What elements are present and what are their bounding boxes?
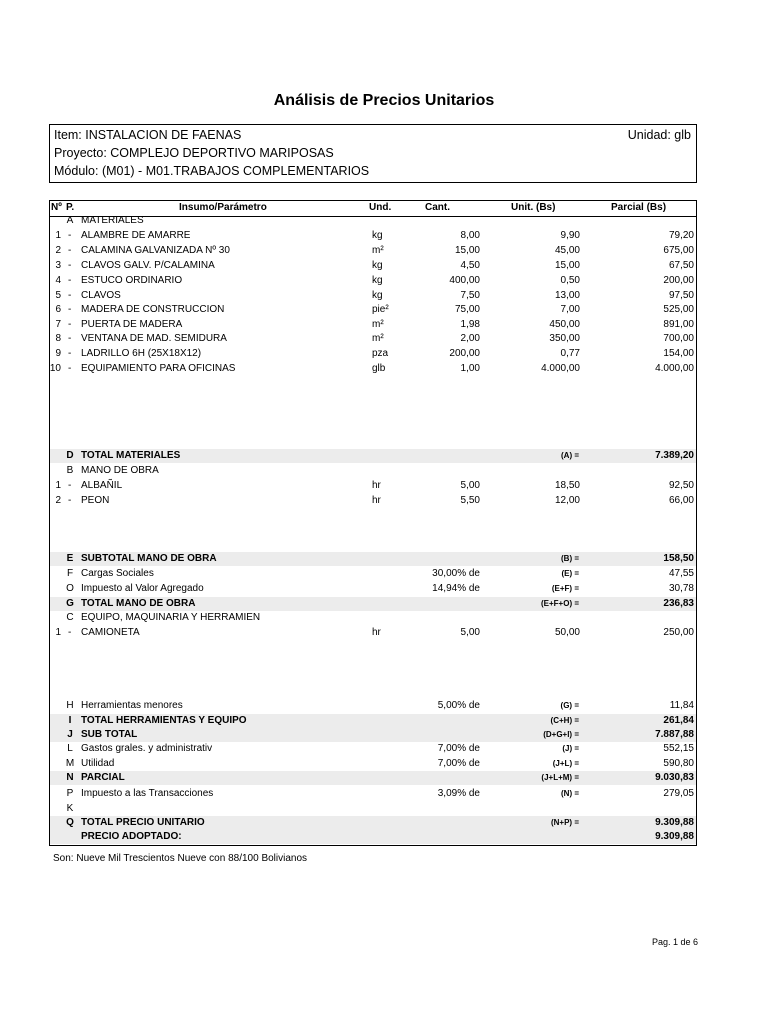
row-description: VENTANA DE MAD. SEMIDURA [81,333,227,344]
row-unit-price: (N+P) = [550,818,579,827]
row-dash: - [68,304,72,315]
row-partial: 66,00 [668,495,694,506]
row-code: N [66,772,74,783]
table-bottom-border [49,845,697,846]
col-cant: Cant. [425,202,450,213]
row-unit-price: 15,00 [554,260,580,271]
table-row [49,699,697,713]
row-dash: - [68,260,72,271]
table-row [49,830,697,844]
row-code: H [66,700,74,711]
row-dash: - [68,275,72,286]
row-unit-price: 50,00 [554,627,580,638]
row-code: J [67,729,73,740]
row-unit-measure: hr [372,480,381,491]
table-row [49,289,697,303]
row-code: G [66,598,74,609]
row-dash: - [68,319,72,330]
row-unit-price: 18,50 [554,480,580,491]
table-row [49,582,697,596]
col-parcial: Parcial (Bs) [611,202,667,213]
row-description: LADRILLO 6H (25X18X12) [81,348,202,359]
page-number: Pag. 1 de 6 [651,937,698,947]
row-unit-measure: hr [372,495,381,506]
row-quantity: 1,00 [460,363,480,374]
row-description: Impuesto al Valor Agregado [81,583,204,594]
table-row [49,464,697,478]
row-quantity: 7,00% de [437,743,480,754]
table-right-border [696,200,697,845]
row-description: EQUIPAMIENTO PARA OFICINAS [81,363,236,374]
table-row [49,626,697,640]
row-partial: 9.309,88 [655,831,694,842]
table-row [49,479,697,493]
row-unit-price: (G) = [560,701,579,710]
col-num: Nº [51,202,62,213]
row-dash: - [68,480,72,491]
row-number: 3 [55,260,61,271]
row-description: CAMIONETA [81,627,140,638]
row-quantity: 5,00% de [437,700,480,711]
row-unit-measure: kg [372,230,383,241]
proyecto-label: Proyecto: COMPLEJO DEPORTIVO MARIPOSAS [54,146,334,160]
col-insumo: Insumo/Parámetro [179,202,267,213]
row-quantity: 15,00 [454,245,480,256]
table-row [49,728,697,742]
row-dash: - [68,290,72,301]
row-number: 1 [55,480,61,491]
row-partial: 891,00 [663,319,694,330]
row-description: TOTAL PRECIO UNITARIO [81,817,205,828]
row-unit-measure: kg [372,275,383,286]
row-description: ALAMBRE DE AMARRE [81,230,191,241]
row-unit-price: (N) = [561,789,579,798]
row-dash: - [68,230,72,241]
row-number: 2 [55,495,61,506]
row-unit-price: (J+L) = [552,759,579,768]
row-unit-measure: kg [372,260,383,271]
row-quantity: 5,00 [460,480,480,491]
row-partial: 236,83 [663,598,694,609]
row-dash: - [68,363,72,374]
row-description: PARCIAL [81,772,125,783]
row-description: CLAVOS [81,290,121,301]
row-dash: - [68,245,72,256]
row-quantity: 30,00% de [432,568,480,579]
row-code: Q [66,817,74,828]
row-code: O [66,583,74,594]
row-quantity: 400,00 [449,275,480,286]
col-unit: Unit. (Bs) [511,202,556,213]
table-row [49,757,697,771]
row-number: 4 [55,275,61,286]
table-row [49,229,697,243]
row-code: L [67,743,73,754]
table-row [49,611,697,625]
table-left-border [49,200,50,845]
row-partial: 261,84 [663,715,694,726]
row-code: M [65,758,75,769]
table-row [49,567,697,581]
table-row [49,597,697,611]
table-row [49,816,697,830]
row-description: TOTAL MANO DE OBRA [81,598,196,609]
row-code: C [66,612,74,623]
row-unit-price: 13,00 [554,290,580,301]
row-quantity: 5,00 [460,627,480,638]
row-description: Gastos grales. y administrativ [81,743,213,754]
row-code: P [66,788,74,799]
table-row [49,274,697,288]
row-unit-measure: pie² [372,304,389,315]
row-quantity: 75,00 [454,304,480,315]
table-row [49,332,697,346]
row-unit-price: 45,00 [554,245,580,256]
table-row [49,787,697,801]
row-description: SUBTOTAL MANO DE OBRA [81,553,217,564]
row-number: 6 [55,304,61,315]
row-description: ALBAÑIL [81,480,123,491]
row-unit-price: 7,00 [560,304,580,315]
row-unit-price: (B) = [561,554,579,563]
table-row [49,347,697,361]
row-quantity: 4,50 [460,260,480,271]
row-unit-price: (E) = [561,569,579,578]
row-description: Cargas Sociales [81,568,154,579]
row-partial: 47,55 [668,568,694,579]
col-p: P. [66,202,75,213]
row-unit-price: (C+H) = [550,716,579,725]
row-code: K [66,803,74,814]
row-unit-price: (D+G+I) = [543,730,579,739]
row-quantity: 7,50 [460,290,480,301]
row-partial: 700,00 [663,333,694,344]
row-quantity: 7,00% de [437,758,480,769]
row-partial: 250,00 [663,627,694,638]
row-partial: 11,84 [669,700,694,711]
table-row [49,303,697,317]
table-row [49,802,697,816]
row-number: 8 [55,333,61,344]
table-row [49,259,697,273]
row-description: Utilidad [81,758,115,769]
row-partial: 30,78 [668,583,694,594]
row-unit-price: 12,00 [554,495,580,506]
row-code: I [68,715,72,726]
row-partial: 200,00 [663,275,694,286]
page-title: Análisis de Precios Unitarios [273,92,495,109]
row-partial: 9.030,83 [655,772,694,783]
row-description: PUERTA DE MADERA [81,319,183,330]
row-partial: 154,00 [663,348,694,359]
row-partial: 9.309,88 [655,817,694,828]
row-dash: - [68,627,72,638]
row-quantity: 14,94% de [432,583,480,594]
row-description: MANO DE OBRA [81,465,159,476]
row-partial: 67,50 [668,260,694,271]
row-description: SUB TOTAL [81,729,138,740]
row-partial: 79,20 [668,230,694,241]
row-description: CLAVOS GALV. P/CALAMINA [81,260,215,271]
row-code: B [66,465,74,476]
header-box [49,124,697,183]
table-row [49,449,697,463]
row-unit-measure: pza [372,348,389,359]
row-unit-price: (J+L+M) = [541,773,579,782]
col-und: Und. [369,202,392,213]
row-quantity: 5,50 [460,495,480,506]
modulo-label: Módulo: (M01) - M01.TRABAJOS COMPLEMENTARIOS [54,164,370,178]
row-unit-price: 4.000,00 [541,363,580,374]
row-unit-measure: m² [372,333,384,344]
row-unit-price: 0,77 [560,348,580,359]
row-description: ESTUCO ORDINARIO [81,275,183,286]
row-unit-measure: glb [372,363,386,374]
row-code: D [66,450,74,461]
row-unit-price: (E+F) = [551,584,579,593]
row-description: Herramientas menores [81,700,183,711]
row-unit-measure: kg [372,290,383,301]
row-quantity: 2,00 [460,333,480,344]
row-unit-price: 0,50 [560,275,580,286]
row-number: 10 [49,363,61,374]
row-quantity: 200,00 [449,348,480,359]
row-number: 7 [55,319,61,330]
row-dash: - [68,333,72,344]
row-unit-price: (A) = [561,451,579,460]
amount-in-words: Son: Nueve Mil Trescientos Nueve con 88/100 Bolivianos [53,853,308,864]
table-row [49,362,697,376]
row-unit-measure: m² [372,245,384,256]
row-number: 1 [55,627,61,638]
table-row [49,552,697,566]
table-row [49,244,697,258]
row-description: EQUIPO, MAQUINARIA Y HERRAMIEN [81,612,261,623]
row-unit-price: (E+F+O) = [540,599,579,608]
row-unit-measure: hr [372,627,381,638]
row-partial: 590,80 [663,758,694,769]
row-code: A [66,215,74,226]
row-dash: - [68,348,72,359]
row-number: 2 [55,245,61,256]
row-code: F [66,568,74,579]
table-row [49,771,697,785]
row-unit-price: (J) = [562,744,579,753]
row-quantity: 3,09% de [437,788,480,799]
row-quantity: 1,98 [460,319,480,330]
row-partial: 525,00 [663,304,694,315]
row-partial: 552,15 [663,743,694,754]
item-label: Item: INSTALACION DE FAENAS [54,128,242,142]
row-description: CALAMINA GALVANIZADA Nº 30 [81,245,230,256]
row-partial: 97,50 [668,290,694,301]
row-description: PRECIO ADOPTADO: [81,831,182,842]
table-row [49,714,697,728]
row-quantity: 8,00 [460,230,480,241]
row-partial: 7.389,20 [655,450,694,461]
row-partial: 279,05 [663,788,694,799]
row-unit-price: 9,90 [560,230,580,241]
row-description: PEON [81,495,110,506]
row-partial: 675,00 [663,245,694,256]
row-unit-measure: m² [372,319,384,330]
row-partial: 7.887,88 [655,729,694,740]
unidad-label: Unidad: glb [627,128,691,142]
row-unit-price: 450,00 [549,319,580,330]
row-description: Impuesto a las Transacciones [81,788,214,799]
table-row [49,494,697,508]
row-partial: 4.000,00 [655,363,694,374]
row-number: 1 [55,230,61,241]
row-description: TOTAL HERRAMIENTAS Y EQUIPO [81,715,247,726]
row-description: MATERIALES [81,215,144,226]
row-number: 9 [55,348,61,359]
row-code: E [66,553,74,564]
row-number: 5 [55,290,61,301]
row-description: TOTAL MATERIALES [81,450,181,461]
row-unit-price: 350,00 [549,333,580,344]
table-row [49,214,697,228]
row-dash: - [68,495,72,506]
table-row [49,318,697,332]
table-row [49,742,697,756]
row-partial: 92,50 [668,480,694,491]
row-partial: 158,50 [663,553,694,564]
row-description: MADERA DE CONSTRUCCION [81,304,225,315]
